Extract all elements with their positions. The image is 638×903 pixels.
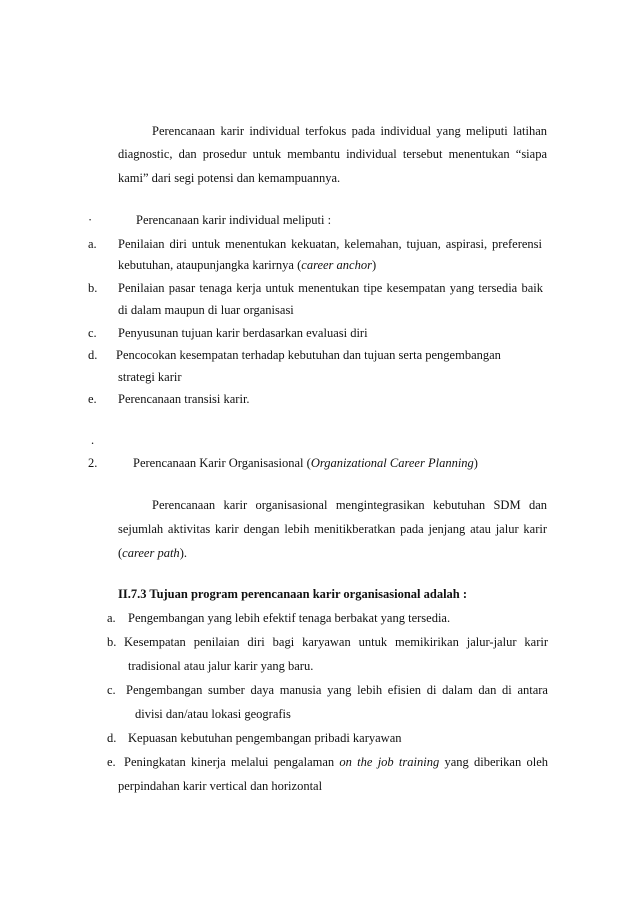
intro-line-3: kami” dari segi potensi dan kemampuannya. bbox=[118, 171, 341, 185]
org-para-line-2: sejumlah aktivitas karir dengan lebih menitikberatkan pada jenjang atau jalur karir bbox=[118, 522, 547, 536]
goal-item-a-line-1: Pengembangan yang lebih efektif tenaga berbakat yang tersedia. bbox=[128, 611, 451, 625]
individual-heading: Perencanaan karir individual meliputi : bbox=[136, 213, 332, 227]
goal-marker-a: a. bbox=[107, 611, 116, 625]
stray-dot: . bbox=[91, 433, 95, 447]
goal-item-b-line-1: Kesempatan penilaian diri bagi karyawan untuk memikirikan jalur-jalur karir bbox=[124, 635, 548, 649]
individual-item-d-line-1: Pencocokan kesempatan terhadap kebutuhan dan tujuan serta pengembangan bbox=[116, 348, 501, 362]
list-marker-a: a. bbox=[88, 237, 97, 251]
list-marker-b: b. bbox=[88, 281, 98, 295]
goals-heading: II.7.3 Tujuan program perencanaan karir organisasional adalah : bbox=[118, 587, 468, 601]
section-2-title: Perencanaan Karir Organisasional (Organizational Career Planning) bbox=[133, 456, 478, 470]
individual-item-d-line-2: strategi karir bbox=[118, 370, 182, 384]
individual-item-a-line-2: kebutuhan, ataupunjangka karirnya (career anchor) bbox=[118, 258, 377, 272]
goal-marker-e: e. bbox=[107, 755, 116, 769]
intro-line-1: Perencanaan karir individual terfokus pada individual yang meliputi latihan bbox=[152, 124, 547, 138]
bullet-marker: · bbox=[88, 213, 93, 227]
list-marker-d: d. bbox=[88, 348, 98, 362]
section-2-number: 2. bbox=[88, 456, 98, 470]
goal-item-c-line-2: divisi dan/atau lokasi geografis bbox=[135, 707, 291, 721]
goal-item-d-line-1: Kepuasan kebutuhan pengembangan pribadi karyawan bbox=[128, 731, 402, 745]
list-marker-e: e. bbox=[88, 392, 97, 406]
list-marker-c: c. bbox=[88, 326, 97, 340]
intro-line-2: diagnostic, dan prosedur untuk membantu individual tersebut menentukan “siapa bbox=[118, 147, 547, 161]
goal-item-b-line-2: tradisional atau jalur karir yang baru. bbox=[128, 659, 314, 673]
org-para-line-1: Perencanaan karir organisasional mengintegrasikan kebutuhan SDM dan bbox=[152, 498, 547, 512]
goal-item-e-line-2: perpindahan karir vertical dan horizontal bbox=[118, 779, 323, 793]
individual-item-a-line-1: Penilaian diri untuk menentukan kekuatan, kelemahan, tujuan, aspirasi, preferensi bbox=[118, 237, 542, 251]
goal-item-c-line-1: Pengembangan sumber daya manusia yang lebih efisien di dalam dan di antara bbox=[126, 683, 548, 697]
goal-marker-c: c. bbox=[107, 683, 116, 697]
goal-item-e-line-1: Peningkatan kinerja melalui pengalaman on the job training yang diberikan oleh bbox=[124, 755, 548, 769]
goal-marker-b: b. bbox=[107, 635, 117, 649]
individual-item-e-line-1: Perencanaan transisi karir. bbox=[118, 392, 250, 406]
org-para-line-3: (career path). bbox=[118, 546, 187, 560]
individual-item-c-line-1: Penyusunan tujuan karir berdasarkan evaluasi diri bbox=[118, 326, 368, 340]
goal-marker-d: d. bbox=[107, 731, 117, 745]
individual-item-b-line-1: Penilaian pasar tenaga kerja untuk menentukan tipe kesempatan yang tersedia baik bbox=[118, 281, 543, 295]
individual-item-b-line-2: di dalam maupun di luar organisasi bbox=[118, 303, 294, 317]
